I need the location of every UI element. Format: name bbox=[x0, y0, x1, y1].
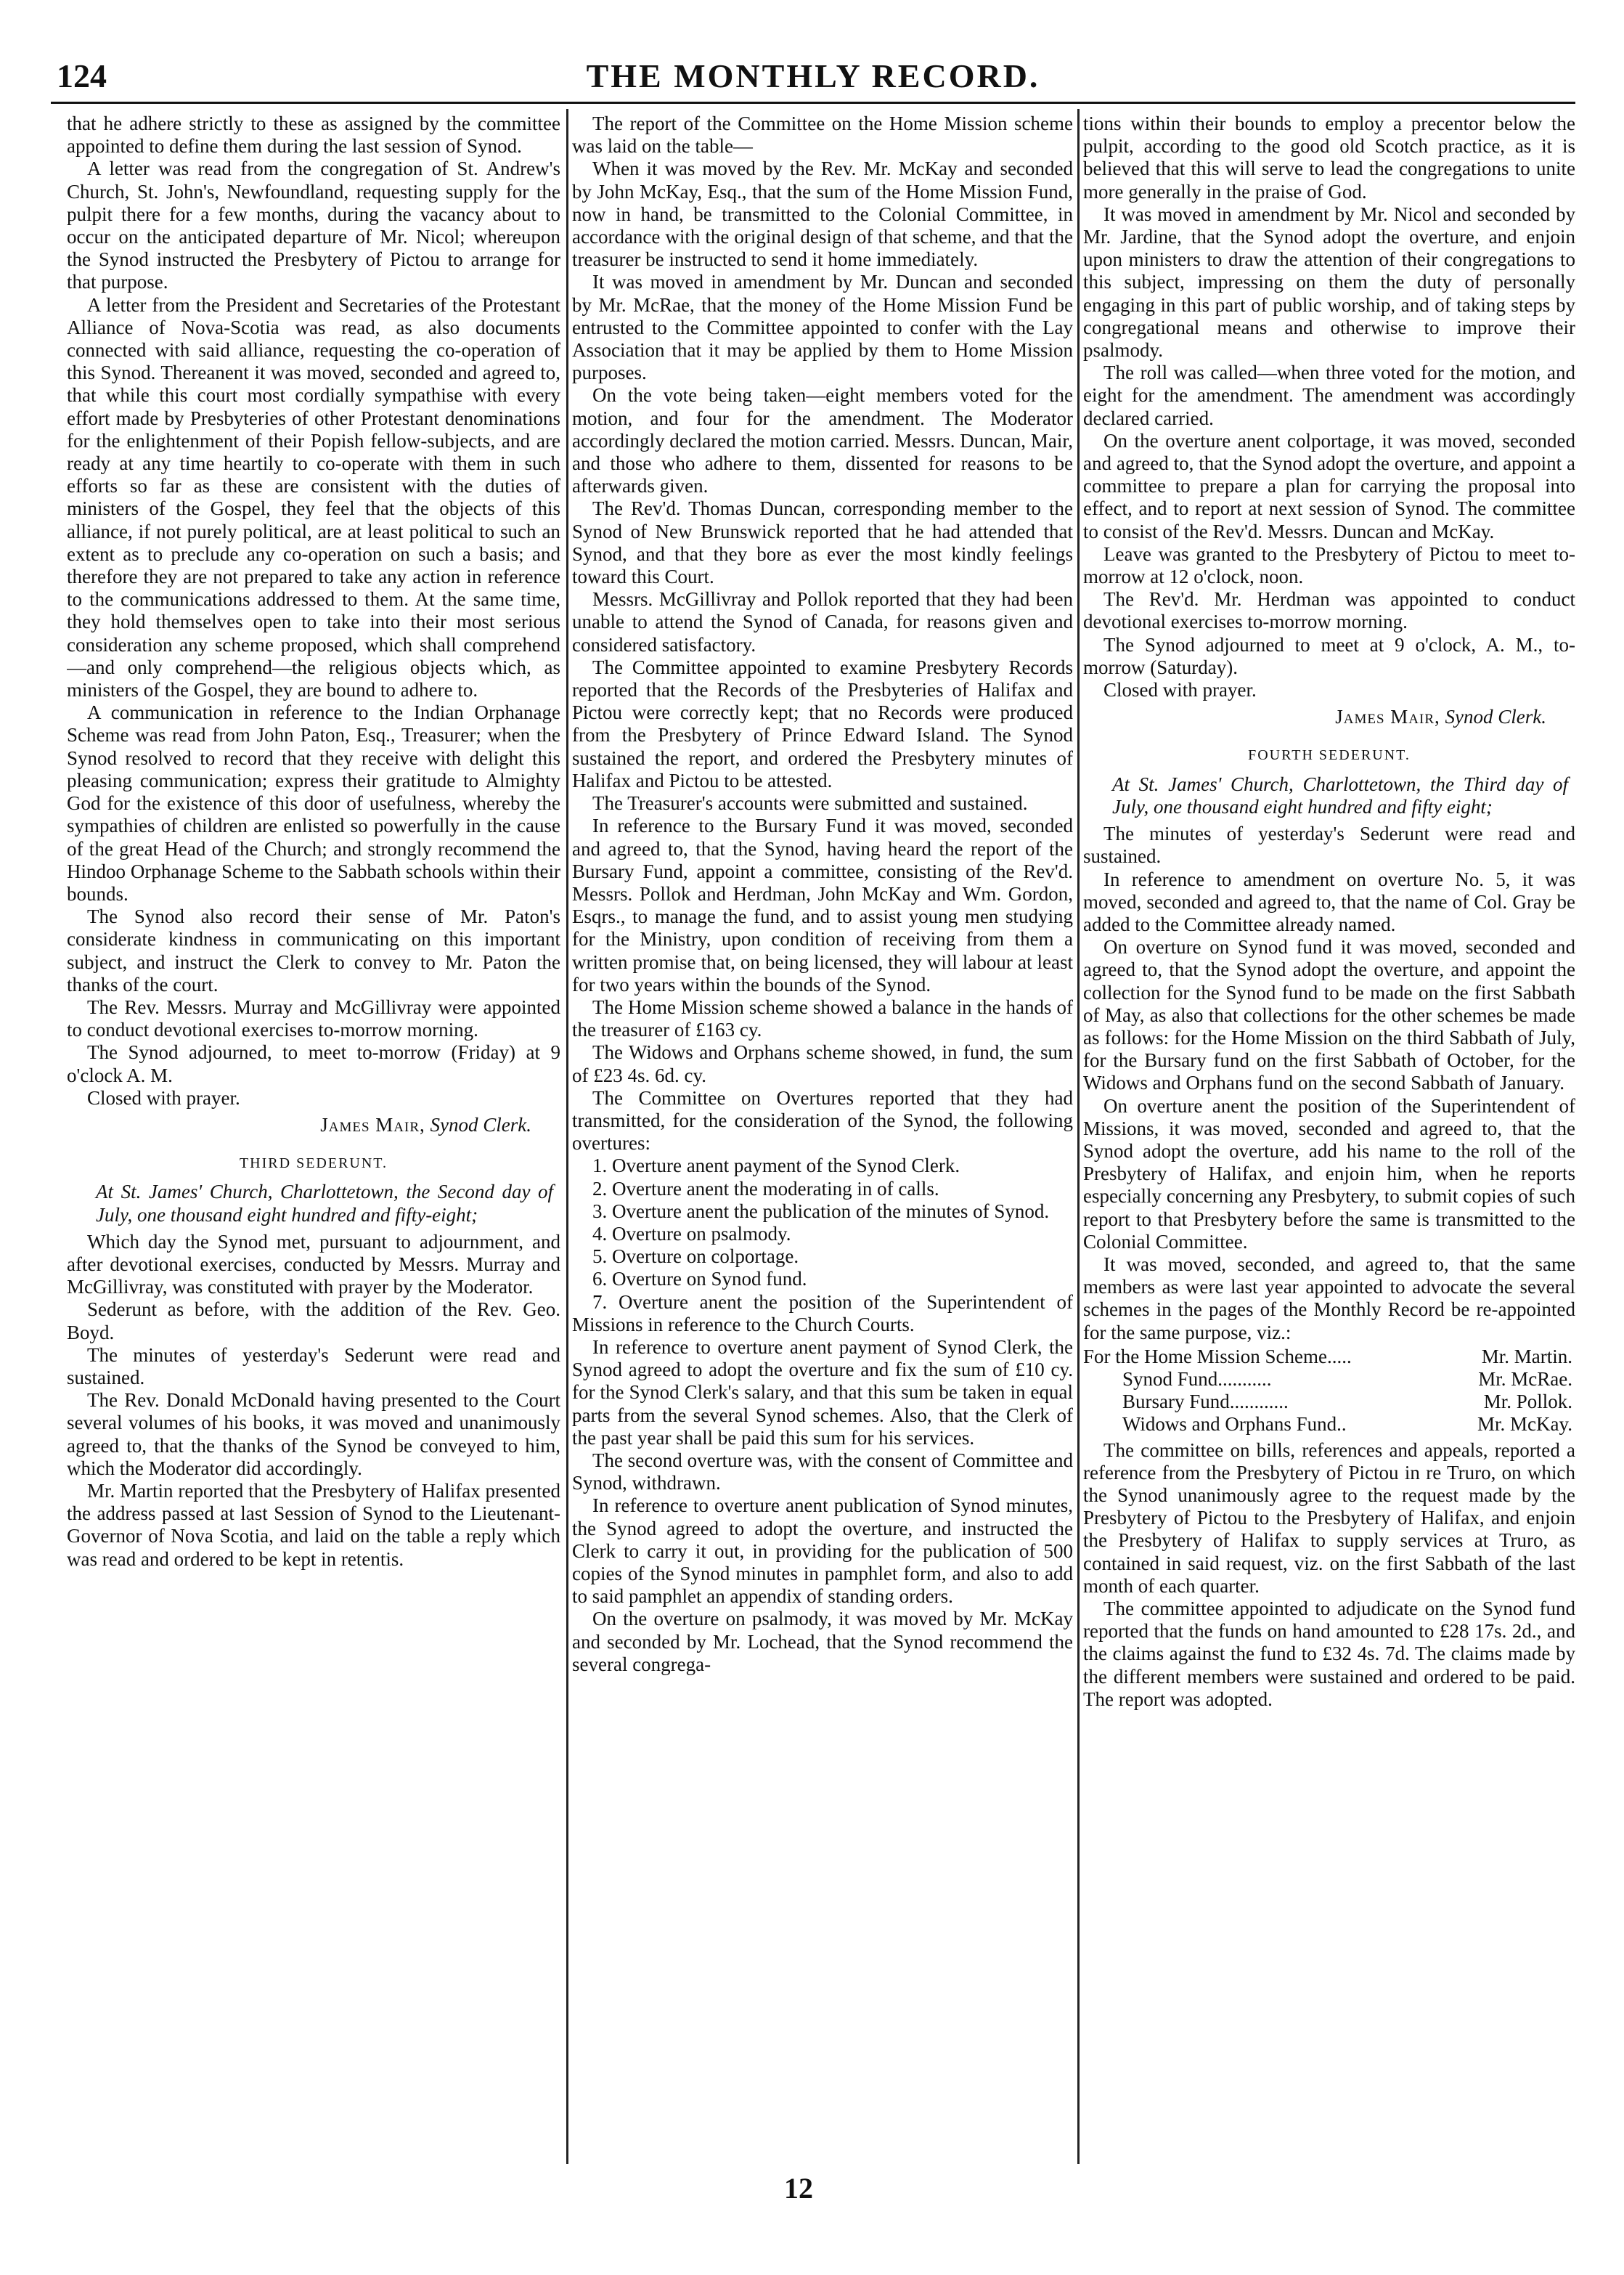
paragraph: Closed with prayer. bbox=[87, 1086, 240, 1109]
signature-title: Synod Clerk. bbox=[430, 1113, 531, 1136]
paragraph: The Rev. Donald McDonald having presented to the Court several volumes of his books, it was moved and unanimously agreed to, that the thanks of the Synod be conveyed to him, which the Moderator did accordingly. bbox=[67, 1389, 560, 1479]
paragraph: The Home Mission scheme showed a balance in the hands of the treasurer of £163 cy. bbox=[572, 996, 1073, 1041]
overture-item: 4. Overture on psalmody. bbox=[592, 1222, 791, 1245]
allocation-row: Bursary Fund............ Mr. Pollok. bbox=[1122, 1391, 1572, 1413]
column-2 bbox=[572, 113, 1073, 2160]
running-title: THE MONTHLY RECORD. bbox=[586, 57, 1040, 94]
clerk-signature bbox=[1083, 706, 1575, 728]
paragraph: Which day the Synod met, pursuant to adjournment, and after devotional exercises, conducted by Messrs. Murray and McGillivray, was constituted with prayer by the Moderator. bbox=[67, 1230, 560, 1298]
paragraph: The minutes of yesterday's Sederunt were read and sustained. bbox=[1083, 823, 1575, 868]
paragraph: The Widows and Orphans scheme showed, in fund, the sum of £23 4s. 6d. cy. bbox=[572, 1041, 1073, 1086]
paragraph: The Synod also record their sense of Mr. Paton's considerate kindness in communicating on this important subject, and instruct the Clerk to convey to Mr. Paton the thanks of the court. bbox=[67, 905, 560, 996]
allocation-row: For the Home Mission Scheme..... Mr. Martin. bbox=[1083, 1345, 1572, 1367]
signature-name: James Mair, bbox=[1335, 706, 1440, 728]
paragraph: In reference to overture anent publication of Synod minutes, the Synod agreed to adopt the overture, and instructed the Clerk to carry it out, in providing for the publication of 500 copies of the Synod minutes in pamphlet form, and also to add to said pamphlet an appendix of standing orders. bbox=[572, 1494, 1073, 1608]
paragraph: On the overture anent colportage, it was moved, seconded and agreed to, that the Synod adopt the overture, and appoint a committee to prepare a plan for carrying the proposal into effect, and to report at next session of Synod. The committee to consist of the Rev'd. Messrs. Duncan and McKay. bbox=[1083, 429, 1575, 542]
paragraph: It was moved, seconded, and agreed to, that the same members as were last year appointed to advocate the several schemes in the pages of the Monthly Record be re-appointed for the same purpose, viz.: bbox=[1083, 1253, 1575, 1343]
paragraph: In reference to overture anent payment of Synod Clerk, the Synod agreed to adopt the overture and fix the sum of £10 cy. for the Synod Clerk's salary, and that this sum be taken in equal parts from the several Synod schemes. Also, that the Clerk of the past year shall be paid this sum for his services. bbox=[572, 1335, 1073, 1449]
overture-item: 2. Overture anent the moderating in of calls. bbox=[592, 1177, 939, 1200]
column-divider-2 bbox=[1077, 109, 1080, 2164]
signature-title: Synod Clerk. bbox=[1445, 706, 1546, 728]
header-rule bbox=[51, 102, 1575, 104]
paragraph: The Synod adjourned to meet at 9 o'clock, A. M., to-morrow (Saturday). bbox=[1083, 633, 1575, 678]
paragraph: The second overture was, with the consent of Committee and Synod, withdrawn. bbox=[572, 1449, 1073, 1494]
paragraph: The Committee on Overtures reported that they had transmitted, for the consideration of the Synod, the following overtures: bbox=[572, 1086, 1073, 1155]
overture-item: 6. Overture on Synod fund. bbox=[592, 1268, 807, 1290]
paragraph: In reference to the Bursary Fund it was moved, seconded and agreed to, that the Synod, having heard the report of the Bursary Fund, appoint a committee, consisting of the Rev'd. Messrs. Pollok and Herdman, John McKay and Wm. Gordon, Esqrs., to manage the fund, and to assist young men studying for the Ministry, upon condition of receiving from them a written promise that, on being licensed, they will labour at least for two years within the bounds of the Synod. bbox=[572, 815, 1073, 996]
sederunt-place: At St. James' Church, Charlottetown, the Second day of July, one thousand eight hundred and fifty-eight; bbox=[96, 1181, 553, 1226]
paragraph: The committee on bills, references and appeals, reported a reference from the Presbytery of Pictou in re Truro, on which the Synod unanimously agree to the request made by the Presbytery of Pictou to the Presbytery of Halifax, and enjoin the Presbytery of Halifax to supply services at Truro, as contained in said request, viz. on the first Sabbath of the last month of each quarter. bbox=[1083, 1438, 1575, 1597]
page-header bbox=[51, 57, 1575, 100]
clerk-signature bbox=[67, 1114, 560, 1136]
page-number: 124 bbox=[57, 57, 107, 94]
paragraph: On the overture on psalmody, it was moved by Mr. McKay and seconded by Mr. Lochead, that the Synod recommend the several congrega- bbox=[572, 1608, 1073, 1675]
paragraph: The Treasurer's accounts were submitted and sustained. bbox=[592, 792, 1028, 815]
overture-item: 1. Overture anent payment of the Synod Clerk. bbox=[592, 1155, 960, 1177]
column-divider-1 bbox=[566, 109, 568, 2164]
column-3 bbox=[1083, 113, 1575, 2160]
paragraph: Closed with prayer. bbox=[1103, 679, 1257, 701]
paragraph: The Synod adjourned, to meet to-morrow (Friday) at 9 o'clock A. M. bbox=[67, 1041, 560, 1086]
paragraph: Mr. Martin reported that the Presbytery of Halifax presented the address passed at last Session of Synod to the Lieutenant-Governor of Nova Scotia, and laid on the table a reply which was read and ordered to be kept in retentis. bbox=[67, 1479, 560, 1570]
allocation-row: Widows and Orphans Fund.. Mr. McKay. bbox=[1122, 1413, 1572, 1436]
paragraph: A letter was read from the congregation of St. Andrew's Church, St. John's, Newfoundland, requesting supply for the pulpit there for a few months, during the vacancy about to occur on the anticipated departure of Mr. Nicol; whereupon the Synod instructed the Presbytery of Pictou to arrange for that purpose. bbox=[67, 158, 560, 293]
paragraph: The committee appointed to adjudicate on the Synod fund reported that the funds on hand amounted to £28 17s. 2d., and the claims against the fund to £32 4s. 7d. The claims made by the different members were sustained and ordered to be paid. The report was adopted. bbox=[1083, 1598, 1575, 1710]
signature-name: James Mair, bbox=[320, 1113, 425, 1136]
paragraph: Messrs. McGillivray and Pollok reported that they had been unable to attend the Synod of Canada, for reasons given and considered satisfactory. bbox=[572, 588, 1073, 656]
sederunt-place: At St. James' Church, Charlottetown, the Third day of July, one thousand eight hundred and fifty eight; bbox=[1112, 773, 1568, 818]
paragraph: The Rev'd. Thomas Duncan, corresponding member to the Synod of New Brunswick reported that he had attended that Synod, and that they bore as ever the most kindly feelings toward this Court. bbox=[572, 497, 1073, 588]
paragraph: The report of the Committee on the Home Mission scheme was laid on the table— bbox=[572, 113, 1073, 158]
scheme-allocation-list bbox=[1083, 1346, 1575, 1436]
paragraph: On the vote being taken—eight members voted for the motion, and four for the amendment. The Moderator accordingly declared the motion carried. Messrs. Duncan, Mair, and those who adhere to them, dissented for reasons to be afterwards given. bbox=[572, 384, 1073, 497]
paragraph: tions within their bounds to employ a precentor below the pulpit, according to the good old Scotch practice, as it is believed that this will serve to lead the congregations to unite more generally in the praise of God. bbox=[1083, 113, 1575, 203]
overture-item: 3. Overture anent the publication of the minutes of Synod. bbox=[592, 1200, 1050, 1222]
paragraph: The roll was called—when three voted for the motion, and eight for the amendment. The amendment was accordingly declared carried. bbox=[1083, 362, 1575, 429]
section-heading: THIRD SEDERUNT. bbox=[239, 1155, 388, 1172]
paragraph: that he adhere strictly to these as assigned by the committee appointed to define them during the last session of Synod. bbox=[67, 113, 560, 158]
overture-item: 5. Overture on colportage. bbox=[592, 1245, 799, 1268]
column-1 bbox=[67, 113, 560, 2160]
allocation-row: Synod Fund........... Mr. McRae. bbox=[1122, 1367, 1572, 1390]
section-heading: FOURTH SEDERUNT. bbox=[1248, 747, 1411, 764]
paragraph: The Rev. Messrs. Murray and McGillivray were appointed to conduct devotional exercises to-morrow morning. bbox=[67, 996, 560, 1041]
overture-item: 7. Overture anent the position of the Superintendent of Missions in reference to the Church Courts. bbox=[572, 1290, 1073, 1335]
paragraph: Leave was granted to the Presbytery of Pictou to meet to-morrow at 12 o'clock, noon. bbox=[1083, 542, 1575, 588]
paragraph: A letter from the President and Secretaries of the Protestant Alliance of Nova-Scotia was read, as also documents connected with said alliance, requesting the co-operation of this Synod. Thereanent it was moved, seconded and agreed to, that while this court most cordially sympathise with every effort made by Presbyteries of other Protestant denominations for the enlightenment of their Popish fellow-subjects, and are ready at any time heartily to co-operate with them in such efforts so far as these are consistent with the duties of ministers of the Gospel, they feel that the objects of this alliance, if not purely political, are at least political to such an extent as to preclude any co-operation on such a basis; and therefore they are not prepared to take any action in reference to the communications addressed to them. At the same time, they hold themselves open to take into their most serious consideration any scheme proposed, which shall comprehend—and only comprehend—the religious objects which, as ministers of the Gospel, they are bound to adhere to. bbox=[67, 293, 560, 701]
paragraph: When it was moved by the Rev. Mr. McKay and seconded by John McKay, Esq., that the sum of the Home Mission Fund, now in hand, be transmitted to the Colonial Committee, in accordance with the original design of that scheme, and that the treasurer be instructed to send it home immediately. bbox=[572, 158, 1073, 271]
paragraph: The Committee appointed to examine Presbytery Records reported that the Records of the Presbyteries of Halifax and Pictou were correctly kept; that no Records were produced from the Presbytery of Prince Edward Island. The Synod sustained the report, and ordered the Presbytery minutes of Halifax and Pictou to be attested. bbox=[572, 656, 1073, 791]
paragraph: In reference to amendment on overture No. 5, it was moved, seconded and agreed to, that the name of Col. Gray be added to the Committee already named. bbox=[1083, 868, 1575, 935]
paragraph: On overture on Synod fund it was moved, seconded and agreed to, that the Synod adopt the overture, and appoint the collection for the Synod fund to be made on the first Sabbath of May, as also that collections for the other schemes be made as follows: for the Home Mission on the third Sabbath of July, for the Bursary fund on the first Sabbath of October, for the Widows and Orphans fund on the second Sabbath of January. bbox=[1083, 936, 1575, 1094]
paragraph: The Rev'd. Mr. Herdman was appointed to conduct devotional exercises to-morrow morning. bbox=[1083, 588, 1575, 633]
paragraph: It was moved in amendment by Mr. Duncan and seconded by Mr. McRae, that the money of the Home Mission Fund be entrusted to the Committee appointed to confer with the Lay Association that it may be applied by them to Home Mission purposes. bbox=[572, 271, 1073, 384]
paragraph: It was moved in amendment by Mr. Nicol and seconded by Mr. Jardine, that the Synod adopt the overture, and enjoin upon ministers to draw the attention of their congregations to this subject, impressing on them the duty of personally engaging in this part of public worship, and of taking steps by congregational means and otherwise to improve their psalmody. bbox=[1083, 203, 1575, 362]
paragraph: A communication in reference to the Indian Orphanage Scheme was read from John Paton, Esq., Treasurer; when the Synod resolved to record that they receive with delight this pleasing communication; express their gratitude to Almighty God for the existence of this door of usefulness, whereby the sympathies of children are enlisted so powerfully in the cause of the great Head of the Church; and strongly recommend the Hindoo Orphanage Scheme to the Sabbath schools within their bounds. bbox=[67, 701, 560, 905]
paragraph: On overture anent the position of the Superintendent of Missions, it was moved, seconded and agreed to, that the Synod adopt the overture, add his name to the roll of the Presbytery of Halifax, and enjoin him, when he reports especially concerning any Presbytery, to submit copies of such report to that Presbytery before the same is transmitted to the Colonial Committee. bbox=[1083, 1094, 1575, 1253]
paragraph: The minutes of yesterday's Sederunt were read and sustained. bbox=[67, 1343, 560, 1388]
signature-mark: 12 bbox=[784, 2172, 813, 2205]
paragraph: Sederunt as before, with the addition of the Rev. Geo. Boyd. bbox=[67, 1298, 560, 1343]
